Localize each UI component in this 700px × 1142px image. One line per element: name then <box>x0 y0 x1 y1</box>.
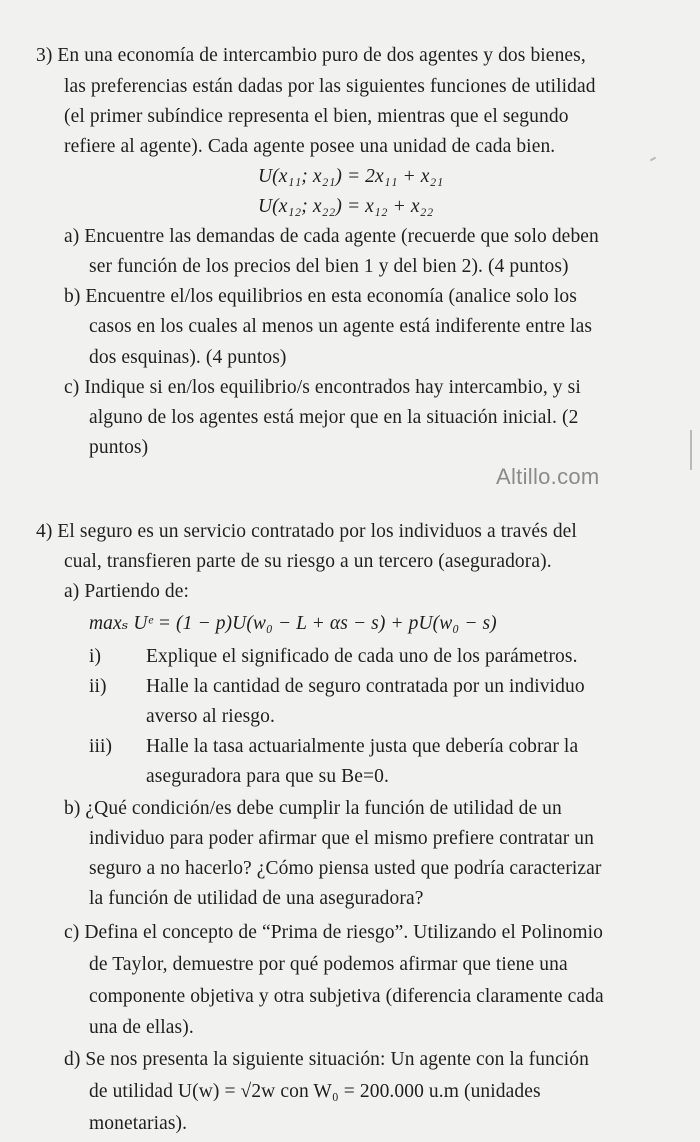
q3-item-b-line-1: b) Encuentre el/los equilibrios en esta economía (analice solo los <box>64 286 577 307</box>
q4-sub-iii-number: iii) <box>89 736 113 757</box>
q3-item-c-line-1: c) Indique si en/los equilibrio/s encontrados hay intercambio, y si <box>64 377 581 398</box>
q3-line-3: (el primer subíndice representa el bien, mientras que el segundo <box>64 106 569 127</box>
q3-line-2: las preferencias están dadas por las siguientes funciones de utilidad <box>64 76 596 97</box>
q4-item-c-line-4: una de ellas). <box>89 1017 194 1038</box>
scan-mark <box>650 157 656 162</box>
q4-expected-utility-equation: maxₛ Uᵉ = (1 − p)U(w₀ − L + αs − s) + pU(w₀ − s) <box>89 613 497 634</box>
q4-sub-iii-line-1: Halle la tasa actuarialmente justa que debería cobrar la <box>146 736 579 757</box>
q4-item-d-line-1: d) Se nos presenta la siguiente situación: Un agente con la función <box>64 1049 589 1070</box>
q3-utility-agent-1: U(x₁₁; x₂₁) = 2x₁₁ + x₂₁ <box>258 166 444 187</box>
q4-item-d-line-2: de utilidad U(w) = √2w con W₀ = 200.000 u.m (unidades <box>89 1081 541 1102</box>
watermark-logo: Altillo.com <box>496 464 600 489</box>
q3-item-a-line-2: ser función de los precios del bien 1 y del bien 2). (4 puntos) <box>89 256 569 277</box>
q3-line-4: refiere al agente). Cada agente posee una unidad de cada bien. <box>64 136 556 157</box>
q4-item-b-line-4: la función de utilidad de una aseguradora? <box>89 888 424 909</box>
q4-item-b-line-3: seguro a no hacerlo? ¿Cómo piensa usted que podría caracterizar <box>89 858 602 879</box>
q3-item-b-line-3: dos esquinas). (4 puntos) <box>89 347 287 368</box>
q4-line-2: cual, transfieren parte de su riesgo a un tercero (aseguradora). <box>64 551 552 572</box>
q3-item-c-line-2: alguno de los agentes está mejor que en la situación inicial. (2 <box>89 407 579 428</box>
q4-line-1: 4) El seguro es un servicio contratado por los individuos a través del <box>36 521 577 542</box>
q4-item-c-line-3: componente objetiva y otra subjetiva (diferencia claramente cada <box>89 986 604 1007</box>
q4-item-d-line-3: monetarias). <box>89 1113 188 1134</box>
q3-utility-agent-2: U(x₁₂; x₂₂) = x₁₂ + x₂₂ <box>258 196 434 217</box>
q4-sub-i-text: Explique el significado de cada uno de los parámetros. <box>146 646 578 667</box>
q4-sub-ii-number: ii) <box>89 676 107 697</box>
q4-item-c-line-2: de Taylor, demuestre por qué podemos afirmar que tiene una <box>89 954 568 975</box>
q4-sub-iii-line-2: aseguradora para que su Be=0. <box>146 766 389 787</box>
q3-line-1: 3) En una economía de intercambio puro de dos agentes y dos bienes, <box>36 45 586 66</box>
q3-item-b-line-2: casos en los cuales al menos un agente está indiferente entre las <box>89 316 593 337</box>
q4-item-c-line-1: c) Defina el concepto de “Prima de riesgo”. Utilizando el Polinomio <box>64 922 603 943</box>
q3-item-c-line-3: puntos) <box>89 437 149 458</box>
q4-item-a-label: a) Partiendo de: <box>64 581 190 602</box>
q4-sub-ii-line-2: averso al riesgo. <box>146 706 275 727</box>
scan-mark <box>690 430 692 470</box>
q4-sub-i-number: i) <box>89 646 102 667</box>
q3-item-a-line-1: a) Encuentre las demandas de cada agente (recuerde que solo deben <box>64 226 599 247</box>
q4-item-b-line-2: individuo para poder afirmar que el mismo prefiere contratar un <box>89 828 594 849</box>
q4-item-b-line-1: b) ¿Qué condición/es debe cumplir la función de utilidad de un <box>64 798 562 819</box>
q4-sub-ii-line-1: Halle la cantidad de seguro contratada por un individuo <box>146 676 585 697</box>
